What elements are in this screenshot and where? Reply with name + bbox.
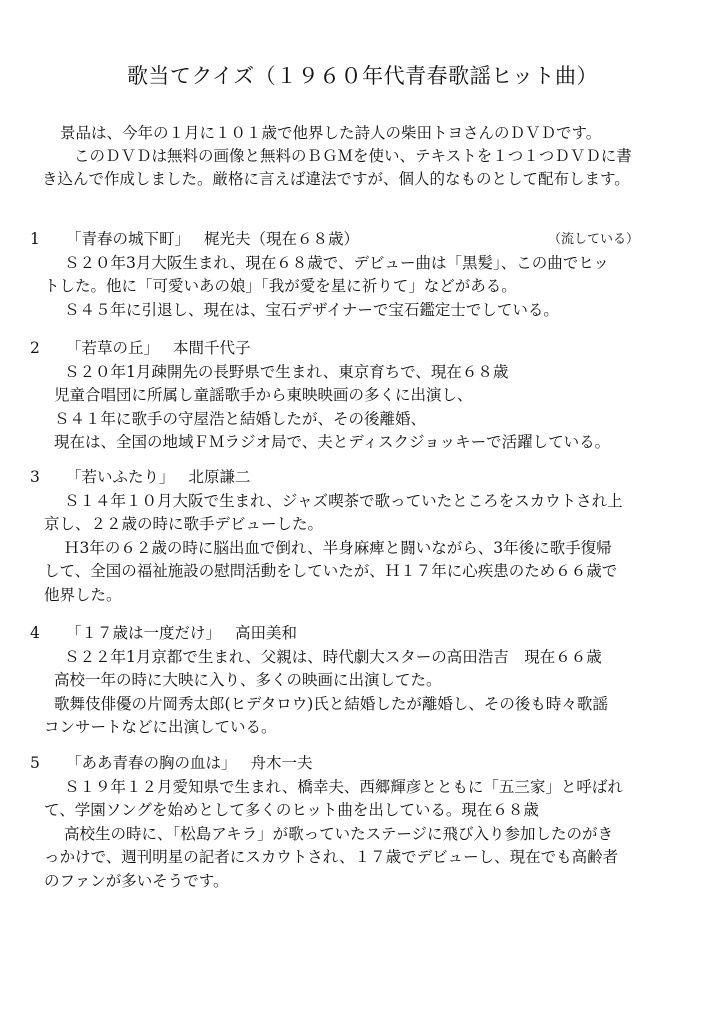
description-line: のファンが多いそうです。 [44,871,229,890]
intro-paragraph [42,122,702,191]
quiz-item-header [30,752,700,776]
quiz-item-1 [30,228,700,322]
description-line: 児童合唱団に所属し童謡歌手から東映映画の多くに出演し、 [54,386,473,404]
item-number: 2 [30,339,40,357]
description-line: Ｈ3年の６２歳の時に脳出血で倒れ、半身麻痺と闘いながら、3年後に歌手復帰 [64,538,612,557]
artist-name: 高田美和 [235,624,298,642]
description-line: Ｓ２２年1月京都で生まれ、父親は、時代劇大スターの高田浩吉 現在６６歳 [64,647,602,666]
artist-name: 梶光夫（現在６８歳） [204,230,360,248]
artist-name: 北原謙二 [188,468,251,486]
quiz-item-2 [30,337,700,455]
description-line: コンサートなどに出演している。 [44,718,277,736]
artist-name: 舟木一夫 [250,754,313,772]
description-line: 京し、２２歳の時に歌手デビューした。 [44,515,324,533]
page-title: 歌当てクイズ（１９６０年代青春歌謡ヒット曲） [126,64,599,88]
quiz-item-header [30,228,700,252]
description-line: して、全国の福祉施設の慰問活動をしていたが、Ｈ１７年に心疾患のため６６歳で [44,562,618,580]
song-title: 「若いふたり」 [66,468,175,486]
description-line: 歌舞伎俳優の片岡秀太郎(ヒデタロウ)氏と結婚したが離婚し、その後も時々歌謡 [54,694,608,713]
description-line: 他界した。 [44,585,122,604]
intro-line: このＤＶＤは無料の画像と無料のＢＧＭを使い、テキストを１つ１つＤＶＤに書 [74,147,632,165]
quiz-item-header [30,337,700,361]
item-number: 4 [30,624,40,642]
description-line: トした。他に「可愛いあの娘」「我が愛を星に祈りて」などがある。 [44,277,517,295]
song-title: 「若草の丘」 [66,339,160,357]
quiz-item-header [30,622,700,646]
description-line: 現在は、全国の地域ＦＭラジオ局で、夫とディスクジョッキーで活躍している。 [54,433,611,451]
description-line: 高校生の時に、「松島アキラ」が歌っていたステージに飛び入り参加したのがき [64,824,614,843]
item-number: 1 [30,230,40,248]
item-number: 3 [30,468,40,486]
description-line: っかけで、週刊明星の記者にスカウトされ、１７歳でデビューし、現在でも高齢者 [44,848,619,866]
quiz-item-3 [30,466,700,607]
description-line: Ｓ１９年１２月愛知県で生まれ、橋幸夫、西郷輝彦とともに「五三家」と呼ばれ [64,777,623,796]
description-line: Ｓ４５年に引退し、現在は、宝石デザイナーで宝石鑑定士でしている。 [64,300,559,319]
song-title: 「１７歳は一度だけ」 [66,624,222,642]
intro-line: き込んで作成しました。厳格に言えば違法ですが、個人的なものとして配布します。 [42,170,630,188]
intro-line: 景品は、今年の１月に１０１歳で他界した詩人の柴田トヨさんのＤＶＤです。 [60,124,602,142]
quiz-item-5 [30,752,700,893]
song-title: 「ああ青春の胸の血は」 [66,754,237,772]
item-number: 5 [30,754,40,772]
quiz-item-4 [30,622,700,740]
description-line: 高校一年の時に大映に入り、多くの映画に出演してた。 [54,671,442,689]
description-line: Ｓ１４年１０月大阪で生まれ、ジャズ喫茶で歌っていたところをスカウトされ上 [64,491,623,510]
description-line: て、学園ソングを始めとして多くのヒット曲を出している。現在６８歳 [44,801,539,819]
description-line: Ｓ２０年1月疎開先の長野県で生まれ、東京育ちで、現在６８歳 [64,362,509,381]
artist-name: 本間千代子 [173,339,251,357]
quiz-item-header [30,466,700,490]
description-line: Ｓ４１年に歌手の守屋浩と結婚したが、その後離婚、 [54,409,427,428]
song-title: 「青春の城下町」 [66,230,191,248]
description-line: Ｓ２０年3月大阪生まれ、現在６８歳で、デビュー曲は「黒髪」、この曲でヒッ [64,253,609,272]
item-note: （流している） [548,232,640,247]
